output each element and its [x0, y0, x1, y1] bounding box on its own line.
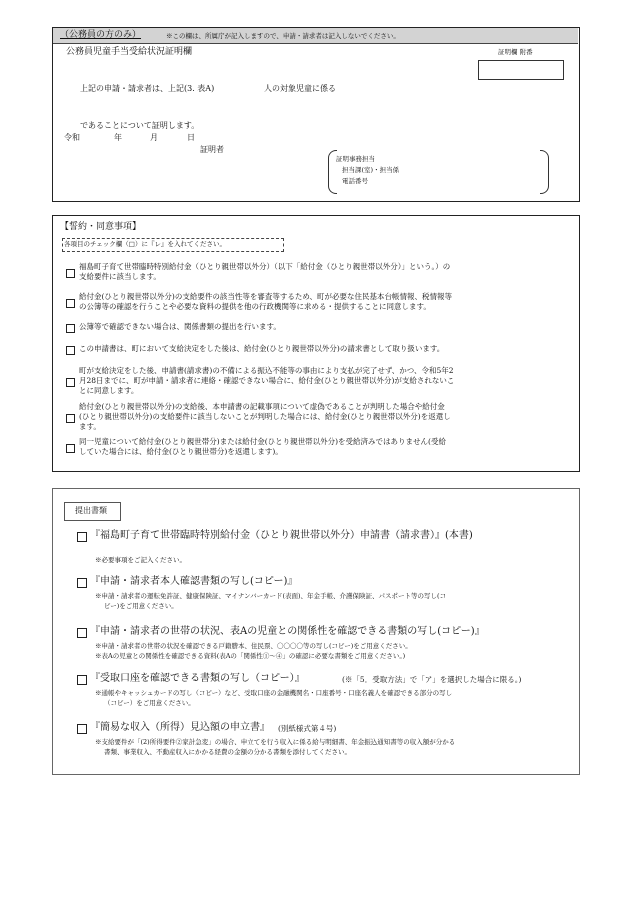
- contact-bracket-right: [540, 150, 549, 194]
- document-note: （コピー）をご用意ください。: [104, 699, 195, 707]
- document-heading: 『申請・請求者の世帯の状況、表Aの児童との関係性を確認できる書類の写し(コピー)』: [90, 626, 485, 637]
- pledge-checkbox[interactable]: [66, 414, 75, 423]
- pledge-item-text: 給付金(ひとり親世帯以外分)の支給後、本申請書の記載事項について虚偽であることが判明した場合や給付金: [79, 402, 445, 411]
- pledge-item-text: この申請書は、町において支給決定をした後は、給付金(ひとり親世帯以外分)の請求書として取り扱います。: [79, 344, 445, 353]
- official-statement-2: であることについて証明します。: [80, 121, 200, 130]
- documents-title: 提出書類: [75, 506, 107, 515]
- pledge-checkbox[interactable]: [66, 444, 75, 453]
- pledge-item-text: 町が支給決定をした後、申請書(請求書)の不備による振込不能等の事由により支払が完了せず、かつ、令和5年2: [79, 366, 454, 375]
- pledge-checkbox[interactable]: [66, 299, 75, 308]
- child-count-field[interactable]: [234, 82, 260, 94]
- date-era: 令和: [64, 133, 80, 142]
- date-month: 月: [150, 133, 158, 142]
- pledge-item-text: 給付金(ひとり親世帯以外分)の支給要件の該当性等を審査等するため、町が必要な住民基本台帳情報、税情報等: [79, 292, 453, 301]
- document-heading: 『受取口座を確認できる書類の写し（コピー）』: [90, 673, 305, 684]
- pledge-item-text: (ひとり親世帯以外分)の支給要件に該当しないことが判明した場合には、給付金(ひとり親世帯以外分)を返還し: [79, 412, 451, 421]
- contact-line-3: 電話番号: [342, 177, 368, 185]
- document-note: ※申請・請求者の運転免許証、健康保険証、マイナンバーカード(表面)、年金手帳、介護保険証、パスポート等の写し(コ: [95, 592, 447, 600]
- document-note: ※表Aの児童との関係性を確認できる資料(表Aの「関係性①～④」の確認に必要な書類をご用意ください。): [95, 652, 406, 660]
- pledge-item-text: 支給要件に該当します。: [79, 272, 161, 281]
- pledge-checkbox[interactable]: [66, 269, 75, 278]
- document-heading-note: (※「5．受取方法」で「ア」を選択した場合に限る。): [342, 675, 522, 684]
- pledge-item-text: 月28日までに、町が申請・請求者に連絡・確認できない場合に、給付金(ひとり親世帯以外分)が支給されないこ: [79, 376, 455, 385]
- official-title: 公務員児童手当受給状況証明欄: [66, 47, 193, 57]
- document-heading: 『福島町子育て世帯臨時特別給付金（ひとり親世帯以外分）申請書（請求書）』(本書): [90, 530, 473, 541]
- certifier-label: 証明者: [200, 145, 224, 154]
- pledge-item-text: 同一児童について給付金(ひとり親世帯分)または給付金(ひとり親世帯以外分)を受給済みではありません(受給: [79, 437, 446, 446]
- document-checkbox[interactable]: [77, 532, 87, 542]
- date-day: 日: [187, 133, 195, 142]
- document-checkbox[interactable]: [77, 578, 87, 588]
- contact-line-2: 担当課(室)・担当係: [342, 166, 400, 174]
- pledge-item-text: ます。: [79, 422, 101, 431]
- pledge-checkbox[interactable]: [66, 324, 75, 333]
- pledge-item-text: とに同意します。: [79, 386, 139, 395]
- document-heading: 『申請・請求者本人確認書類の写し(コピー)』: [90, 576, 298, 587]
- official-header-note: ※この欄は、所属庁が記入しますので、申請・請求者は記入しないでください。: [166, 32, 400, 40]
- document-note: ※必要事項をご記入ください。: [95, 556, 186, 564]
- document-note: ※申請・請求者の世帯の状況を確認できる戸籍謄本、住民票、〇〇〇〇等の写し(コピー)をご用意ください。: [95, 642, 412, 650]
- pledge-title: 【誓約・同意事項】: [60, 222, 142, 232]
- document-note: 書類、事業収入、不動産収入にかかる経費の金額の分かる書類を添付してください。: [104, 748, 351, 756]
- pledge-item-text: 公簿等で確認できない場合は、関係書類の提出を行います。: [79, 322, 281, 331]
- document-note: ※支給要件が「(2)所得要件②家計急変」の場合、申立てを行う収入に係る給与明細書、年金振込通知書等の収入額が分かる: [95, 738, 456, 746]
- official-statement-suffix: 人の対象児童に係る: [264, 84, 336, 93]
- cert-no-label: 証明欄 附番: [498, 48, 533, 56]
- document-checkbox[interactable]: [77, 724, 87, 734]
- pledge-checkbox[interactable]: [66, 346, 75, 355]
- document-note: ピー)をご用意ください。: [104, 602, 178, 610]
- pledge-item-text: していた場合には、給付金(ひとり親世帯分)を返還します)。: [79, 447, 283, 456]
- document-checkbox[interactable]: [77, 628, 87, 638]
- pledge-item-text: の公簿等の確認を行うことや必要な資料の提供を他の行政機関等に求める・提供することに同意します。: [79, 302, 431, 311]
- document-note: ※通帳やキャッシュカードの写し（コピー）など、受取口座の金融機関名・口座番号・口座名義人を確認できる部分の写し: [95, 689, 453, 697]
- document-checkbox[interactable]: [77, 675, 87, 685]
- pledge-instruction: 各項目のチェック欄（□）に『レ』を入れてください。: [64, 240, 226, 248]
- document-heading-note: (別紙様式第４号): [278, 724, 337, 733]
- official-statement-prefix: 上記の申請・請求者は、上記(3. 表A): [80, 84, 215, 93]
- official-header-label: （公務員の方のみ）: [60, 30, 142, 40]
- document-heading: 『簡易な収入（所得）見込額の申立書』: [90, 722, 270, 733]
- pledge-item-text: 福島町子育て世帯臨時特別給付金（ひとり親世帯以外分）（以下「給付金（ひとり親世帯以外分）」という。）の: [79, 262, 451, 271]
- date-year: 年: [114, 133, 122, 142]
- contact-line-1: 証明事務担当: [336, 155, 375, 163]
- pledge-checkbox[interactable]: [66, 378, 75, 387]
- cert-no-field[interactable]: [478, 60, 564, 80]
